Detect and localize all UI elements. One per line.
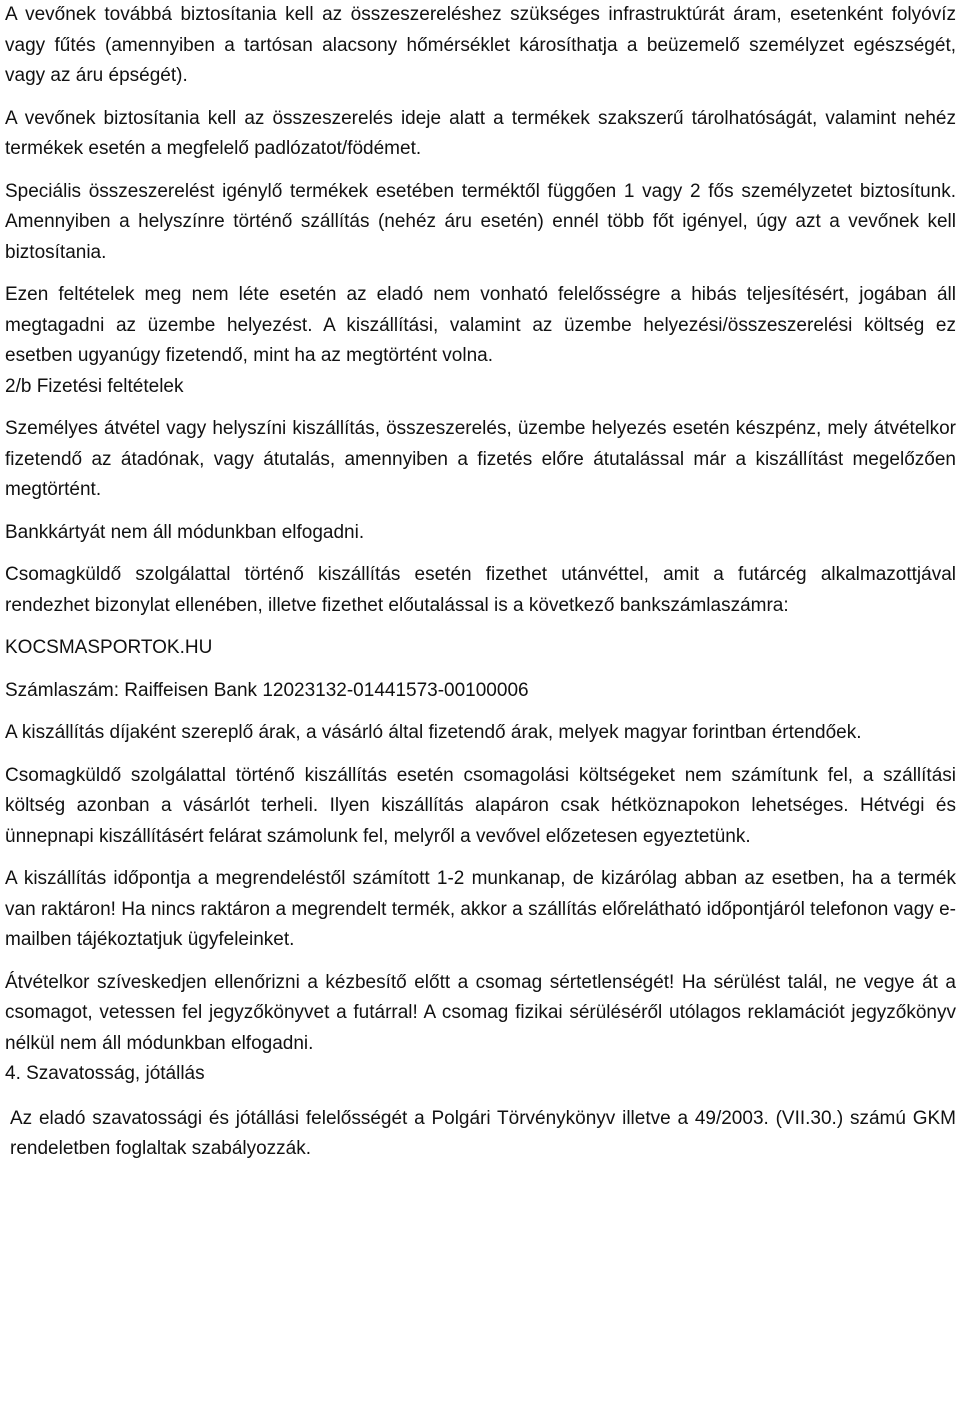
section-4-heading: 4. Szavatosság, jótállás bbox=[5, 1063, 205, 1084]
section-2b-heading: 2/b Fizetési feltételek bbox=[5, 375, 184, 397]
paragraph-no-card: Bankkártyát nem áll módunkban elfogadni. bbox=[5, 521, 365, 543]
paragraph-liability: Ezen feltételek meg nem léte esetén az eladó nem vonható felelősségre a hibás teljesítésért, jogában áll megtagadni az üzembe helyezést. A kiszállítási, valamint az üzembe helyezési/összeszerelési költség ez esetben ugyanúgy fizetendő, mint ha az megtörtént volna. bbox=[5, 284, 956, 366]
document-page bbox=[5, 0, 956, 1165]
paragraph-payment-methods: Személyes átvétel vagy helyszíni kiszállítás, összeszerelés, üzembe helyezés esetén készpénz, mely átvételkor fizetendő az átadónak, vagy átutalás, amennyiben a fizetés előre átutalással már a kiszállítást megelőzően megtörtént. bbox=[5, 418, 956, 500]
paragraph-staff: Speciális összeszerelést igénylő termékek esetében terméktől függően 1 vagy 2 fős személyzetet biztosítunk. Amennyiben a helyszínre történő szállítás (nehéz áru esetén) ennél több főt igényel, úgy azt a vevőnek kell biztosítania. bbox=[5, 180, 956, 263]
paragraph-delivery-time: A kiszállítás időpontja a megrendeléstől számított 1-2 munkanap, de kizárólag abban az esetben, ha a termék van raktáron! Ha nincs raktáron a megrendelt termék, akkor a szállítás előrelátható időpontjáról telefonon vagy e-mailben tájékoztatjuk ügyfeleinket. bbox=[5, 868, 956, 950]
paragraph-shipping-costs: Csomagküldő szolgálattal történő kiszállítás esetén csomagolási költségeket nem számítunk fel, a szállítási költség azonban a vásárlót terheli. Ilyen kiszállítás alapáron csak hétköznapokon lehetséges. Hétvégi és ünnepnapi kiszállításért felárat számolunk fel, melyről a vevővel előzetesen egyeztetünk. bbox=[5, 764, 956, 847]
paragraph-account-number: Számlaszám: Raiffeisen Bank 12023132-01441573-00100006 bbox=[5, 679, 529, 701]
paragraph-inspection: Átvételkor szíveskedjen ellenőrizni a kézbesítő előtt a csomag sértetlenségét! Ha sérülést talál, ne vegye át a csomagot, vetessen fel jegyzőkönyvet a futárral! A csomag fizikai sérüléséről utólagos reklamációt jegyzőkönyv nélkül nem áll módunkban elfogadni. bbox=[5, 971, 956, 1054]
paragraph-account-holder: KOCSMASPORTOK.HU bbox=[5, 637, 213, 658]
paragraph-courier-payment: Csomagküldő szolgálattal történő kiszállítás esetén fizethet utánvéttel, amit a futárcég alkalmazottjával rendezhet bizonylat ellenében, illetve fizethet előutalással is a következő bankszámlaszámra: bbox=[5, 564, 956, 616]
paragraph-storage: A vevőnek biztosítania kell az összeszerelés ideje alatt a termékek szakszerű tárolhatóságát, valamint nehéz termékek esetén a megfelelő padlózatot/födémet. bbox=[5, 107, 956, 159]
paragraph-infrastructure: A vevőnek továbbá biztosítania kell az összeszereléshez szükséges infrastruktúrát áram, esetenként folyóvíz vagy fűtés (amennyiben a tartósan alacsony hőmérséklet károsíthatja a beüzemelő személyzet egészségét, vagy az áru épségét). bbox=[5, 4, 956, 86]
paragraph-currency: A kiszállítás díjaként szereplő árak, a vásárló által fizetendő árak, melyek magyar forintban értendőek. bbox=[5, 722, 862, 743]
paragraph-warranty: Az eladó szavatossági és jótállási felelősségét a Polgári Törvénykönyv illetve a 49/2003. (VII.30.) számú GKM rendeletben foglaltak szabályozzák. bbox=[10, 1107, 956, 1159]
